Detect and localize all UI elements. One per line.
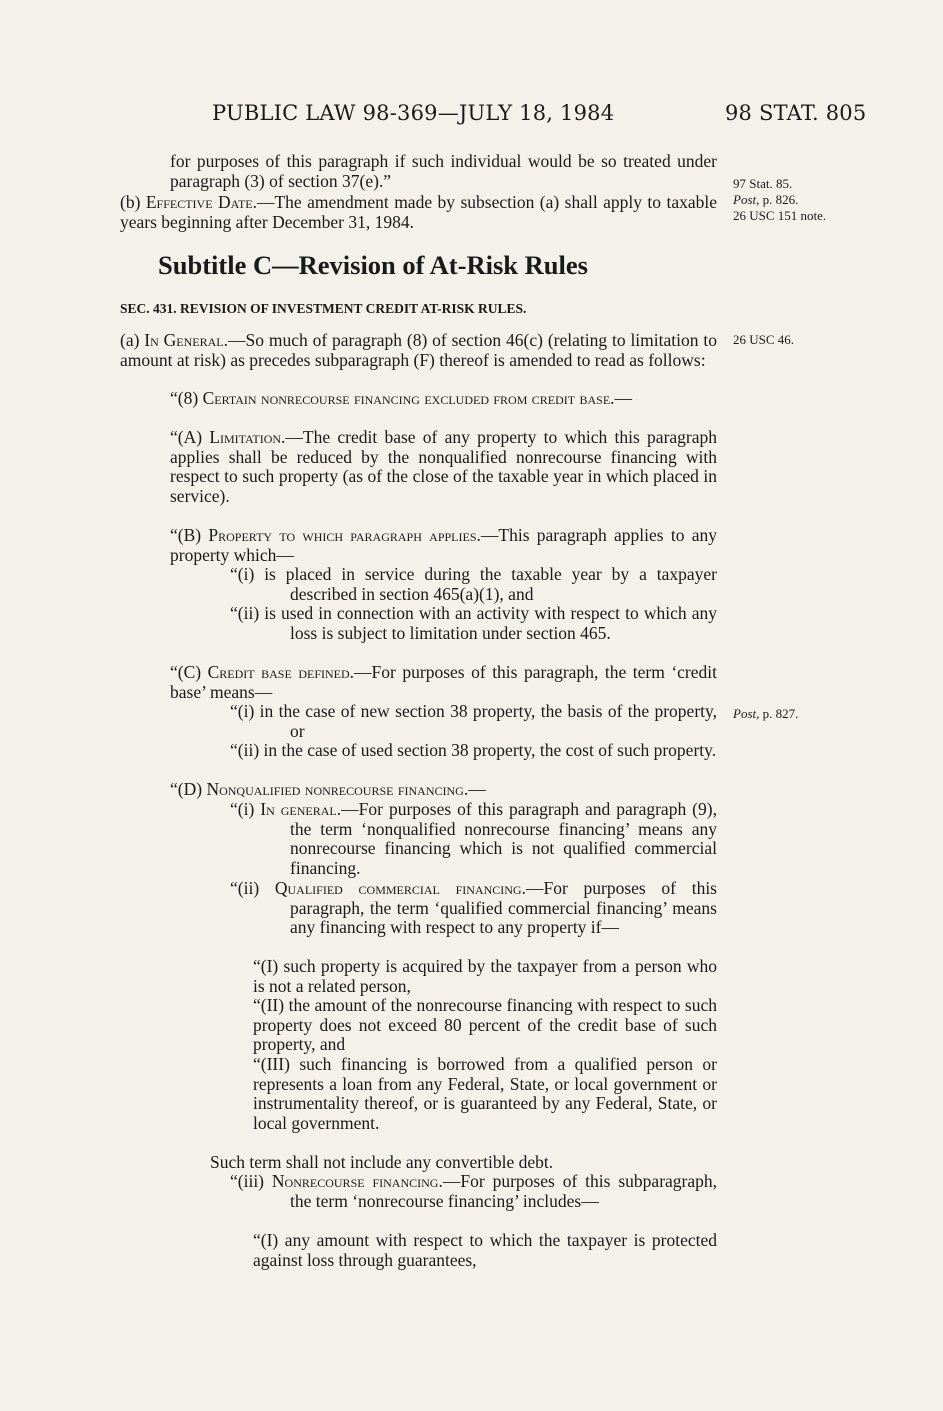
paragraph-text: Such term shall not include any convertible debt. [210,1152,554,1172]
statute-paragraph [120,428,717,506]
paragraph-caption: In General. [144,330,228,350]
margin-note-text: 26 USC 151 note. [733,208,827,223]
margin-note-text: 26 USC 46. [733,332,795,347]
page-stat-number: 98 STAT. 805 [725,101,867,125]
paragraph-caption: Credit base defined. [207,662,355,682]
paragraph-text: —For purposes of this paragraph, the term ‘qualified commercial financing’ means any financing with respect to any property if— [290,878,717,938]
statute-paragraph [120,389,717,409]
paragraph-lead: (a) [120,330,145,350]
paragraph-lead: “(iii) [230,1171,272,1191]
margin-note [733,706,798,721]
paragraph-caption: Certain nonrecourse financing excluded from credit base. [202,388,615,408]
statute-paragraph [120,800,717,878]
paragraph-caption: Limitation. [209,427,286,447]
running-header-title: PUBLIC LAW 98-369—JULY 18, 1984 [212,101,615,125]
paragraph-lead: “(8) [170,388,203,408]
statute-paragraph [120,1231,717,1270]
paragraph-caption: Effective Date. [145,192,257,212]
paragraph-text: —For purposes of this subparagraph, the term ‘nonrecourse financing’ includes— [290,1171,718,1211]
statute-paragraph [120,741,717,761]
margin-note-text: 97 Stat. 85. [733,176,793,191]
margin-note [733,208,826,223]
paragraph-caption: Nonrecourse financing. [271,1171,443,1191]
margin-note-italic: Post [733,192,757,207]
paragraph-lead: (b) [120,192,146,212]
paragraph-text: —So much of paragraph (8) of section 46(c) (relating to limitation to amount at risk) as precedes subparagraph (F) thereof is amended to read as follows: [120,330,717,370]
paragraph-caption: Qualified commercial financing. [274,878,526,898]
subtitle-heading: Subtitle C—Revision of At-Risk Rules [158,250,588,280]
paragraph-text: — [614,388,633,408]
paragraph-lead: “(C) [170,662,208,682]
paragraph-lead: “(i) [230,799,261,819]
paragraph-text: —For purposes of this paragraph and paragraph (9), the term ‘nonqualified nonrecourse financing’ means any nonrecourse financing which is not qualified commercial financing. [290,799,717,878]
paragraph-lead: “(ii) [230,878,275,898]
paragraph-text: for purposes of this paragraph if such individual would be so treated under paragraph (3) of section 37(e).” [170,151,717,191]
paragraph-text: “(II) the amount of the nonrecourse financing with respect to such property does not exceed 80 percent of the credit base of such property, and [253,995,717,1055]
paragraph-lead: “(B) [170,525,209,545]
section-heading: SEC. 431. REVISION OF INVESTMENT CREDIT AT-RISK RULES. [120,301,527,316]
statute-paragraph [120,1153,717,1173]
margin-note-italic: Post [733,706,757,721]
statute-paragraph [120,1055,717,1133]
paragraph-text: “(I) any amount with respect to which the taxpayer is protected against loss through guarantees, [253,1230,717,1270]
statute-paragraph [120,526,717,565]
margin-note-text: , p. 827. [756,706,799,721]
statute-paragraph [120,1172,717,1211]
statute-paragraph [120,702,717,741]
paragraph-caption: Property to which paragraph applies. [208,525,481,545]
margin-note [733,192,798,207]
margin-note [733,332,794,347]
paragraph-text: “(ii) in the case of used section 38 property, the cost of such property. [230,740,717,760]
paragraph-text: —The credit base of any property to which this paragraph applies shall be reduced by the nonqualified nonrecourse financing with respect to such property (as of the close of the taxable year in which placed in service). [170,427,718,506]
statute-paragraph [120,331,717,370]
paragraph-text: — [468,779,486,799]
paragraph-text: “(III) such financing is borrowed from a qualified person or represents a loan from any Federal, State, or local government or instrumentality thereof, or is guaranteed by any Federal, State, or local government. [253,1054,717,1133]
paragraph-caption: Nonqualified nonrecourse financing. [206,779,469,799]
paragraph-text: “(I) such property is acquired by the taxpayer from a person who is not a related person, [253,956,717,996]
paragraph-text: “(ii) is used in connection with an activity with respect to which any loss is subject to limitation under section 465. [230,603,717,643]
statute-paragraph [120,152,717,191]
statute-paragraph [120,604,717,643]
statute-paragraph [120,663,717,702]
paragraph-text: —The amendment made by subsection (a) shall apply to taxable years beginning after December 31, 1984. [120,192,717,232]
statute-paragraph [120,996,717,1055]
statute-paragraph [120,565,717,604]
statute-paragraph [120,193,717,232]
paragraph-lead: “(D) [170,779,207,799]
statute-paragraph [120,780,717,800]
paragraph-caption: In general. [260,799,342,819]
paragraph-text: “(i) in the case of new section 38 property, the basis of the property, or [230,701,717,741]
margin-note-text: , p. 826. [756,192,799,207]
statute-paragraph [120,879,717,938]
paragraph-text: —For purposes of this paragraph, the term ‘credit base’ means— [170,662,717,702]
statute-paragraph [120,957,717,996]
paragraph-lead: “(A) [170,427,210,447]
paragraph-text: —This paragraph applies to any property which— [170,525,717,565]
margin-note [733,176,792,191]
paragraph-text: “(i) is placed in service during the taxable year by a taxpayer described in section 465(a)(1), and [230,564,717,604]
